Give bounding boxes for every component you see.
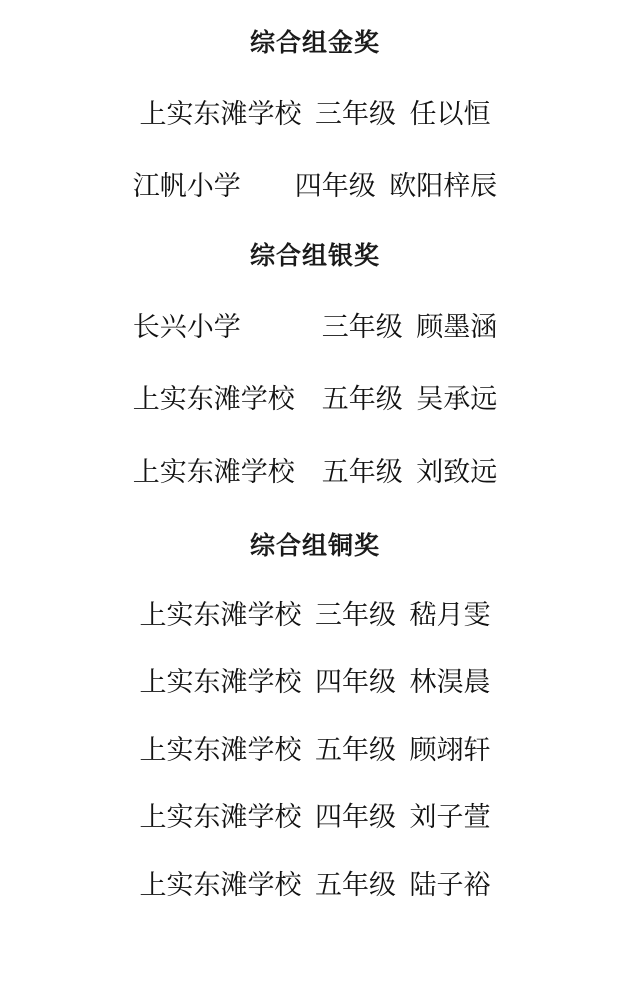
section-heading-bronze: 综合组铜奖 <box>249 531 380 560</box>
section-bronze <box>0 488 630 901</box>
award-row: 上实东滩学校 五年级 刘致远 <box>132 456 498 487</box>
section-heading-gold: 综合组金奖 <box>249 29 380 57</box>
award-row: 上实东滩学校 三年级 嵇月雯 <box>139 599 491 630</box>
award-row: 上实东滩学校 三年级 任以恒 <box>139 99 491 129</box>
award-row: 上实东滩学校 五年级 顾翊轩 <box>139 734 491 765</box>
award-row: 长兴小学 三年级 顾墨涵 <box>132 311 498 342</box>
section-silver <box>0 203 630 488</box>
section-heading-silver: 综合组银奖 <box>249 241 380 270</box>
award-row: 上实东滩学校 四年级 刘子萱 <box>139 802 491 833</box>
award-row: 上实东滩学校 四年级 林淏晨 <box>139 667 491 698</box>
award-row: 上实东滩学校 五年级 陆子裕 <box>139 869 491 900</box>
award-row: 江帆小学 四年级 欧阳梓辰 <box>132 171 498 202</box>
section-gold <box>0 18 630 203</box>
award-row: 上实东滩学校 五年级 吴承远 <box>132 384 498 415</box>
